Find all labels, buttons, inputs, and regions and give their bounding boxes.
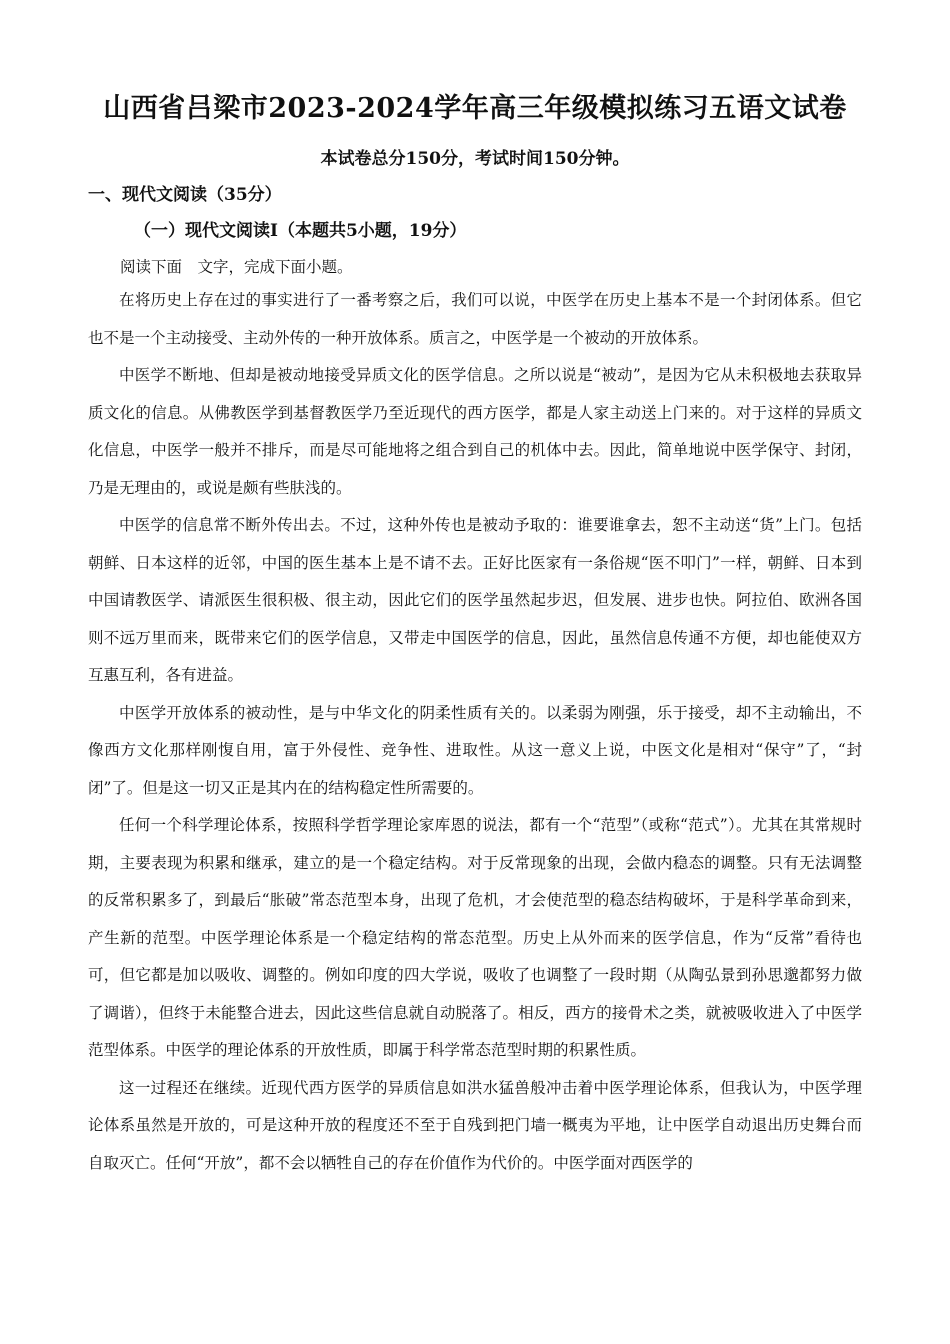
exam-title: 山西省吕梁市2023-2024学年高三年级模拟练习五语文试卷 (103, 93, 847, 124)
reading-instruction: 阅读下面 文字，完成下面小题。 (120, 258, 353, 276)
exam-info: 本试卷总分150分，考试时间150分钟。 (320, 149, 630, 169)
passage-paragraph: 中医学的信息常不断外传出去。不过，这种外传也是被动予取的：谁要谁拿去，恕不主动送“货”上门。包括朝鲜、日本这样的近邻，中国的医生基本上是不请不去。正好比医家有一条俗规“医不叩门”一样，朝鲜、日本到中国请教医学、请派医生很积极、很主动，因此它们的医学虽然起步迟，但发展、进步也快。阿拉伯、欧洲各国则不远万里而来，既带来它们的医学信息，又带走中国医学的信息，因此，虽然信息传通不方便，却也能使双方互惠互利，各有进益。 (88, 516, 862, 684)
passage-paragraph: 中医学不断地、但却是被动地接受异质文化的医学信息。之所以说是“被动”，是因为它从未积极地去获取异质文化的信息。从佛教医学到基督教医学乃至近现代的西方医学，都是人家主动送上门来的。对于这样的异质文化信息，中医学一般并不排斥，而是尽可能地将之组合到自己的机体中去。因此，简单地说中医学保守、封闭，乃是无理由的，或说是颇有些肤浅的。 (88, 366, 862, 497)
subsection-heading: （一）现代文阅读Ⅰ（本题共5小题，19分） (134, 221, 467, 241)
passage-paragraph: 在将历史上存在过的事实进行了一番考察之后，我们可以说，中医学在历史上基本不是一个封闭体系。但它也不是一个主动接受、主动外传的一种开放体系。质言之，中医学是一个被动的开放体系。 (88, 291, 862, 347)
passage-paragraph: 中医学开放体系的被动性，是与中华文化的阴柔性质有关的。以柔弱为刚强，乐于接受，却不主动输出，不像西方文化那样刚愎自用，富于外侵性、竞争性、进取性。从这一意义上说，中医文化是相对“保守”了，“封闭”了。但是这一切又正是其内在的结构稳定性所需要的。 (88, 703, 862, 797)
reading-passage (88, 282, 862, 1182)
passage-paragraph: 这一过程还在继续。近现代西方医学的异质信息如洪水猛兽般冲击着中医学理论体系，但我认为，中医学理论体系虽然是开放的，可是这种开放的程度还不至于自残到把门墙一概夷为平地，让中医学自动退出历史舞台而自取灭亡。任何“开放”，都不会以牺牲自己的存在价值作为代价的。中医学面对西医学的 (88, 1078, 862, 1172)
passage-paragraph: 任何一个科学理论体系，按照科学哲学理论家库恩的说法，都有一个“范型”（或称“范式”）。尤其在其常规时期，主要表现为积累和继承，建立的是一个稳定结构。对于反常现象的出现，会做内稳态的调整。只有无法调整的反常积累多了，到最后“胀破”常态范型本身，出现了危机，才会使范型的稳态结构破坏，于是科学革命到来，产生新的范型。中医学理论体系是一个稳定结构的常态范型。历史上从外而来的医学信息，作为“反常”看待也可，但它都是加以吸收、调整的。例如印度的四大学说，吸收了也调整了一段时期（从陶弘景到孙思邈都努力做了调谐），但终于未能整合进去，因此这些信息就自动脱落了。相反，西方的接骨术之类，就被吸收进入了中医学范型体系。中医学的理论体系的开放性质，即属于科学常态范型时期的积累性质。 (88, 816, 862, 1059)
section-heading: 一、现代文阅读（35分） (88, 185, 282, 205)
